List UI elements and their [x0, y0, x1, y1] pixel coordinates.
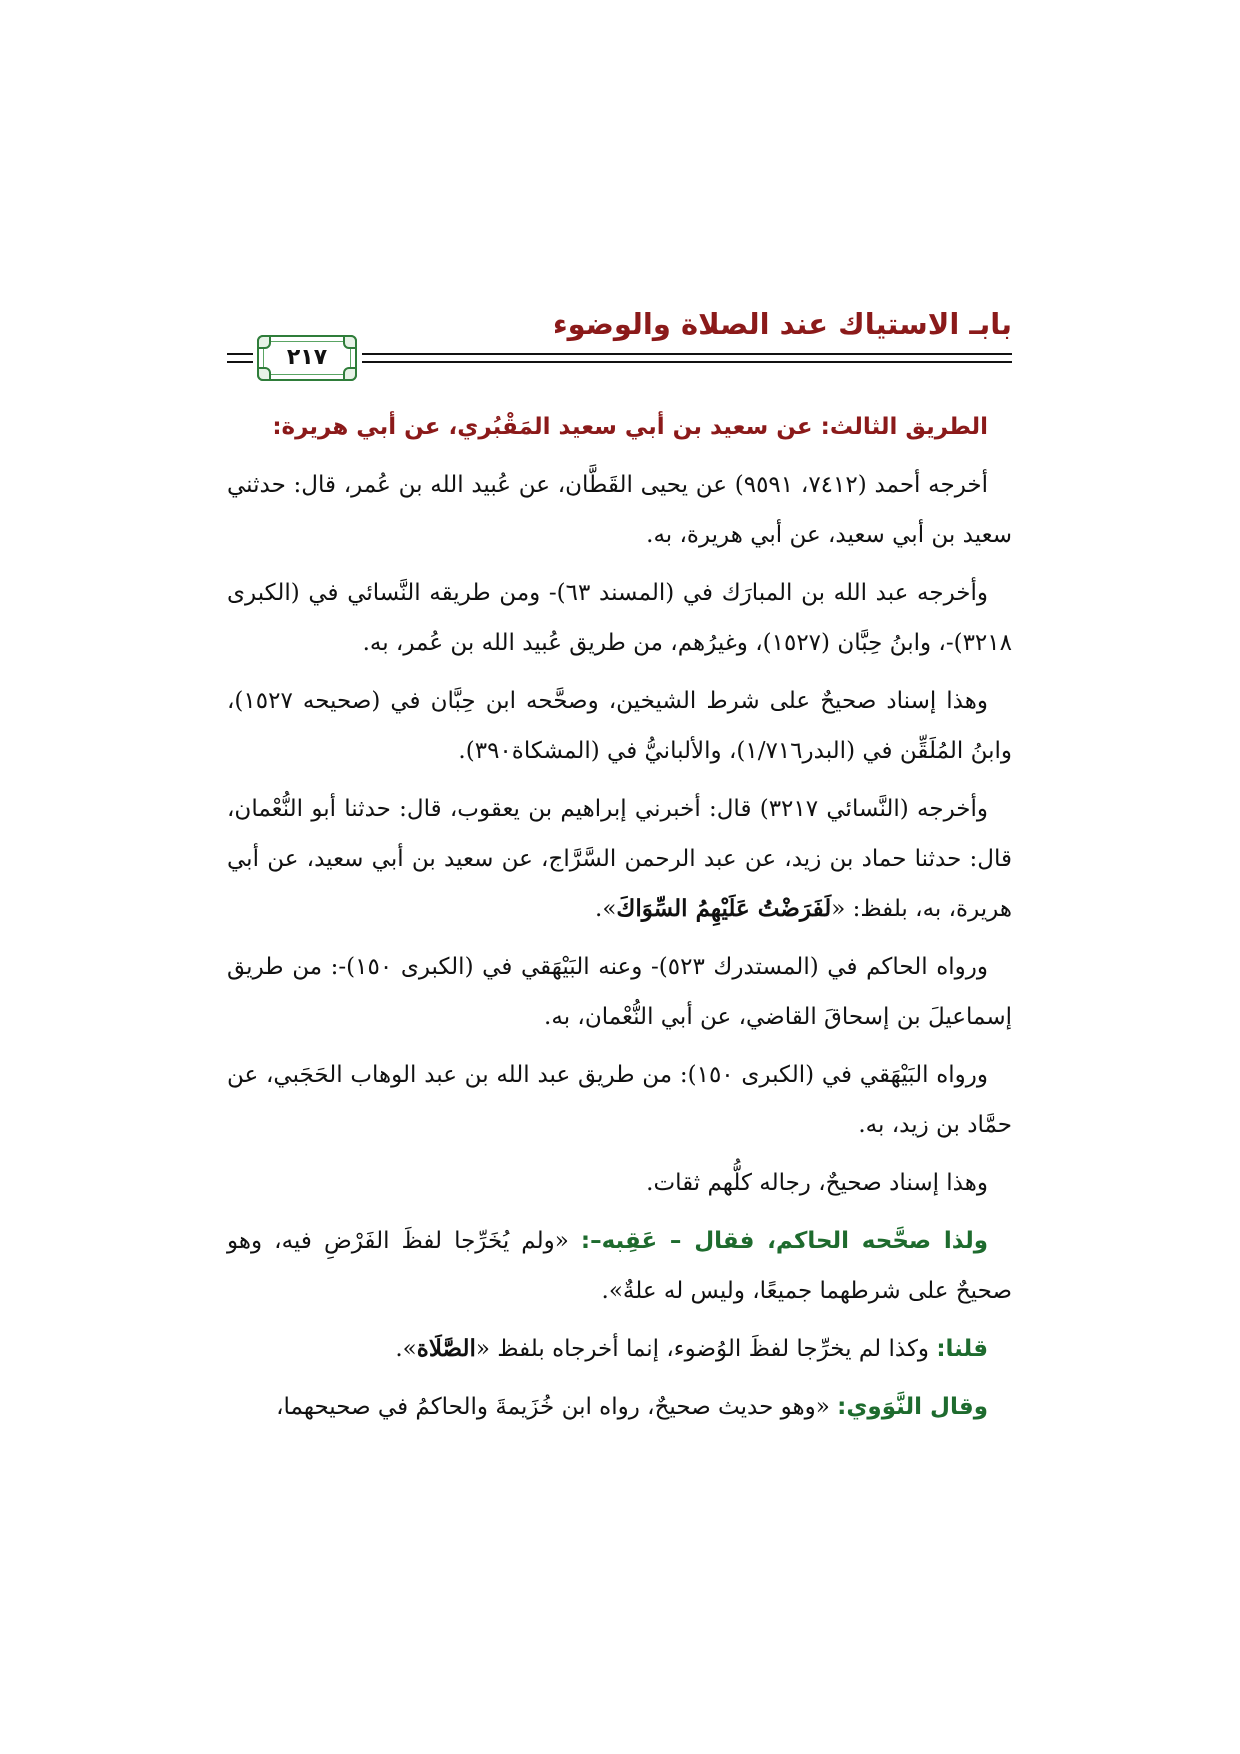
- paragraph-7: وهذا إسناد صحيحٌ، رجاله كلُّهم ثقات.: [646, 1170, 988, 1196]
- paragraph-4-end: ».: [595, 896, 617, 922]
- paragraph-8-text: «ولم يُخَرِّجا لفظَ الفَرْضِ فيه، وهو صحيحٌ على شرطهما جميعًا، وليس له علةٌ».: [227, 1228, 1012, 1304]
- hadith-quote: لَفَرَضْتُ عَلَيْهِمُ السِّوَاكَ: [616, 895, 832, 922]
- paragraph-4-text: وأخرجه (النَّسائي ٣٢١٧) قال: أخبرني إبراهيم بن يعقوب، قال: حدثنا أبو النُّعْمان، قال: حدثنا حماد بن زيد، عن عبد الرحمن السَّرَّاج، عن سعيد بن أبي سعيد، عن أبي هريرة، به، بلفظ: «: [227, 796, 1012, 922]
- header-rule-left-bottom: [227, 361, 253, 363]
- paragraph-10-lead: وقال النَّوَوي:: [837, 1394, 988, 1420]
- page-number-frame: [257, 335, 357, 381]
- hadith-quote-salah: الصَّلَاة: [416, 1335, 476, 1362]
- chapter-title: بابـ الاستياك عند الصلاة والوضوء: [552, 307, 1012, 341]
- page-number: ٢١٧: [286, 345, 328, 370]
- paragraph-3: وهذا إسناد صحيحٌ على شرط الشيخين، وصحَّحه ابن حِبَّان في (صحيحه ١٥٢٧)، وابنُ المُلَقِّن في (البدر١/٧١٦)، والألبانيُّ في (المشكاة٣٩٠).: [227, 688, 1012, 764]
- paragraph-2: وأخرجه عبد الله بن المبارَك في (المسند ٦٣)- ومن طريقه النَّسائي في (الكبرى ٣٢١٨)-، وابنُ حِبَّان (١٥٢٧)، وغيرُهم، من طريق عُبيد الله بن عُمر، به.: [227, 580, 1012, 656]
- paragraph-10-text: «وهو حديث صحيحٌ، رواه ابن خُزَيمةَ والحاكمُ في صحيحهما،: [276, 1394, 838, 1420]
- page-body: [227, 402, 1012, 1440]
- paragraph-9-end: ».: [395, 1336, 417, 1362]
- paragraph-1: أخرجه أحمد (٧٤١٢، ٩٥٩١) عن يحيى القَطَّان، عن عُبيد الله بن عُمر، قال: حدثني سعيد بن أبي سعيد، عن أبي هريرة، به.: [227, 472, 1012, 548]
- paragraph-8: [227, 1216, 1012, 1316]
- paragraph-6: ورواه البَيْهَقي في (الكبرى ١٥٠): من طريق عبد الله بن عبد الوهاب الحَجَبي، عن حمَّاد بن زيد، به.: [227, 1062, 1012, 1138]
- paragraph-10: [227, 1382, 1012, 1432]
- paragraph-5: ورواه الحاكم في (المستدرك ٥٢٣)- وعنه البَيْهَقي في (الكبرى ١٥٠)-: من طريق إسماعيلَ بن إسحاقَ القاضي، عن أبي النُّعْمان، به.: [227, 954, 1012, 1030]
- paragraph-8-lead: ولذا صحَّحه الحاكم، فقال – عَقِبه–:: [580, 1228, 988, 1254]
- paragraph-9-lead: قلنا:: [936, 1336, 988, 1362]
- page-header: [227, 305, 1012, 387]
- paragraph-9: [227, 1324, 1012, 1374]
- paragraph-9-text: وكذا لم يخرِّجا لفظَ الوُضوء، إنما أخرجاه بلفظ «: [475, 1336, 937, 1362]
- header-rule-left-top: [227, 353, 253, 355]
- paragraph-4: [227, 784, 1012, 934]
- header-rule-top: [362, 353, 1012, 355]
- header-rule-bottom: [362, 361, 1012, 363]
- section-subheading: الطريق الثالث: عن سعيد بن أبي سعيد المَقْبُري، عن أبي هريرة:: [272, 414, 988, 440]
